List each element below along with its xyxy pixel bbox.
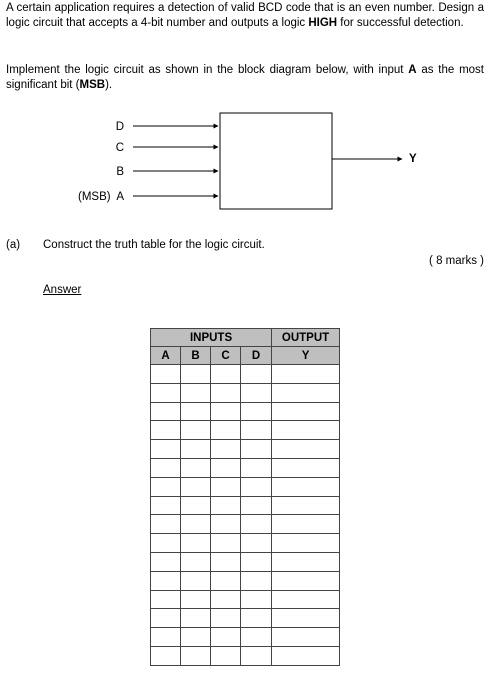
table-row bbox=[151, 646, 340, 665]
cell-a[interactable] bbox=[151, 496, 181, 515]
input-label-b: B bbox=[116, 166, 124, 178]
implementation-statement bbox=[6, 63, 484, 93]
marks-label: ( 8 marks ) bbox=[429, 255, 484, 267]
input-a-keyword: A bbox=[408, 64, 417, 76]
cell-c[interactable] bbox=[211, 628, 241, 647]
cell-b[interactable] bbox=[181, 515, 211, 534]
table-row bbox=[151, 571, 340, 590]
table-row bbox=[151, 590, 340, 609]
msb-keyword: MSB bbox=[79, 79, 106, 91]
logic-circuit-block bbox=[220, 113, 332, 209]
cell-a[interactable] bbox=[151, 534, 181, 553]
cell-c[interactable] bbox=[211, 458, 241, 477]
cell-y[interactable] bbox=[272, 477, 340, 496]
cell-a[interactable] bbox=[151, 552, 181, 571]
cell-a[interactable] bbox=[151, 477, 181, 496]
cell-b[interactable] bbox=[181, 609, 211, 628]
cell-y[interactable] bbox=[272, 571, 340, 590]
cell-d[interactable] bbox=[241, 628, 272, 647]
cell-y[interactable] bbox=[272, 515, 340, 534]
truth-table bbox=[150, 328, 340, 666]
cell-y[interactable] bbox=[272, 496, 340, 515]
cell-b[interactable] bbox=[181, 534, 211, 553]
cell-y[interactable] bbox=[272, 590, 340, 609]
cell-d[interactable] bbox=[241, 496, 272, 515]
cell-c[interactable] bbox=[211, 421, 241, 440]
table-row bbox=[151, 534, 340, 553]
cell-c[interactable] bbox=[211, 402, 241, 421]
cell-b[interactable] bbox=[181, 458, 211, 477]
cell-c[interactable] bbox=[211, 440, 241, 459]
table-row bbox=[151, 421, 340, 440]
cell-b[interactable] bbox=[181, 552, 211, 571]
question-text: Construct the truth table for the logic circuit. bbox=[43, 239, 265, 251]
block-diagram bbox=[0, 110, 490, 220]
cell-c[interactable] bbox=[211, 496, 241, 515]
cell-d[interactable] bbox=[241, 458, 272, 477]
cell-b[interactable] bbox=[181, 440, 211, 459]
truth-table-body bbox=[151, 365, 340, 666]
cell-b[interactable] bbox=[181, 496, 211, 515]
cell-c[interactable] bbox=[211, 609, 241, 628]
cell-b[interactable] bbox=[181, 477, 211, 496]
question-number: (a) bbox=[6, 239, 21, 251]
column-b-header: B bbox=[181, 347, 211, 365]
table-row bbox=[151, 609, 340, 628]
cell-d[interactable] bbox=[241, 590, 272, 609]
cell-y[interactable] bbox=[272, 646, 340, 665]
table-row bbox=[151, 477, 340, 496]
cell-a[interactable] bbox=[151, 402, 181, 421]
cell-d[interactable] bbox=[241, 440, 272, 459]
cell-b[interactable] bbox=[181, 365, 211, 384]
cell-b[interactable] bbox=[181, 402, 211, 421]
inputs-header: INPUTS bbox=[151, 329, 272, 347]
cell-a[interactable] bbox=[151, 421, 181, 440]
cell-y[interactable] bbox=[272, 421, 340, 440]
problem-text: A certain application requires a detection of valid BCD code that is an even number. Design a logic circuit that accepts a 4-bit number and outputs a logic bbox=[6, 2, 484, 29]
cell-d[interactable] bbox=[241, 646, 272, 665]
cell-a[interactable] bbox=[151, 383, 181, 402]
problem-statement bbox=[6, 1, 484, 31]
cell-b[interactable] bbox=[181, 571, 211, 590]
cell-c[interactable] bbox=[211, 534, 241, 553]
column-y-header: Y bbox=[272, 347, 340, 365]
cell-y[interactable] bbox=[272, 365, 340, 384]
impl-text: Implement the logic circuit as shown in the block diagram below, with input bbox=[6, 64, 409, 76]
table-row bbox=[151, 496, 340, 515]
cell-b[interactable] bbox=[181, 628, 211, 647]
cell-y[interactable] bbox=[272, 383, 340, 402]
cell-d[interactable] bbox=[241, 552, 272, 571]
cell-d[interactable] bbox=[241, 571, 272, 590]
input-label-c: C bbox=[115, 142, 124, 154]
cell-b[interactable] bbox=[181, 383, 211, 402]
cell-d[interactable] bbox=[241, 365, 272, 384]
answer-heading: Answer bbox=[43, 284, 82, 296]
cell-a[interactable] bbox=[151, 515, 181, 534]
cell-a[interactable] bbox=[151, 440, 181, 459]
cell-c[interactable] bbox=[211, 477, 241, 496]
table-row bbox=[151, 440, 340, 459]
cell-y[interactable] bbox=[272, 609, 340, 628]
input-label-d: D bbox=[115, 121, 124, 133]
column-c-header: C bbox=[211, 347, 241, 365]
cell-y[interactable] bbox=[272, 552, 340, 571]
cell-d[interactable] bbox=[241, 402, 272, 421]
cell-d[interactable] bbox=[241, 477, 272, 496]
cell-y[interactable] bbox=[272, 534, 340, 553]
cell-d[interactable] bbox=[241, 515, 272, 534]
column-a-header: A bbox=[151, 347, 181, 365]
cell-a[interactable] bbox=[151, 365, 181, 384]
cell-b[interactable] bbox=[181, 421, 211, 440]
cell-a[interactable] bbox=[151, 646, 181, 665]
cell-d[interactable] bbox=[241, 609, 272, 628]
high-keyword: HIGH bbox=[308, 17, 338, 29]
cell-a[interactable] bbox=[151, 458, 181, 477]
cell-c[interactable] bbox=[211, 515, 241, 534]
cell-d[interactable] bbox=[241, 421, 272, 440]
impl-text-end: ). bbox=[105, 79, 113, 91]
table-row bbox=[151, 383, 340, 402]
cell-a[interactable] bbox=[151, 628, 181, 647]
table-row bbox=[151, 552, 340, 571]
input-label-a: (MSB) A bbox=[77, 191, 124, 203]
cell-c[interactable] bbox=[211, 383, 241, 402]
impl-text-mid: as the most significant bit ( bbox=[6, 64, 485, 91]
cell-y[interactable] bbox=[272, 458, 340, 477]
column-d-header: D bbox=[241, 347, 272, 365]
table-row bbox=[151, 628, 340, 647]
cell-d[interactable] bbox=[241, 534, 272, 553]
cell-c[interactable] bbox=[211, 552, 241, 571]
output-label-y: Y bbox=[409, 153, 417, 165]
cell-a[interactable] bbox=[151, 571, 181, 590]
cell-b[interactable] bbox=[181, 646, 211, 665]
cell-a[interactable] bbox=[151, 609, 181, 628]
output-header: OUTPUT bbox=[272, 329, 340, 347]
cell-c[interactable] bbox=[211, 590, 241, 609]
table-row bbox=[151, 365, 340, 384]
problem-text-end: for successful detection. bbox=[337, 17, 464, 29]
table-row bbox=[151, 402, 340, 421]
cell-c[interactable] bbox=[211, 571, 241, 590]
cell-a[interactable] bbox=[151, 590, 181, 609]
cell-c[interactable] bbox=[211, 365, 241, 384]
cell-c[interactable] bbox=[211, 646, 241, 665]
table-row bbox=[151, 515, 340, 534]
table-row bbox=[151, 458, 340, 477]
cell-y[interactable] bbox=[272, 628, 340, 647]
cell-d[interactable] bbox=[241, 383, 272, 402]
cell-y[interactable] bbox=[272, 402, 340, 421]
cell-b[interactable] bbox=[181, 590, 211, 609]
cell-y[interactable] bbox=[272, 440, 340, 459]
